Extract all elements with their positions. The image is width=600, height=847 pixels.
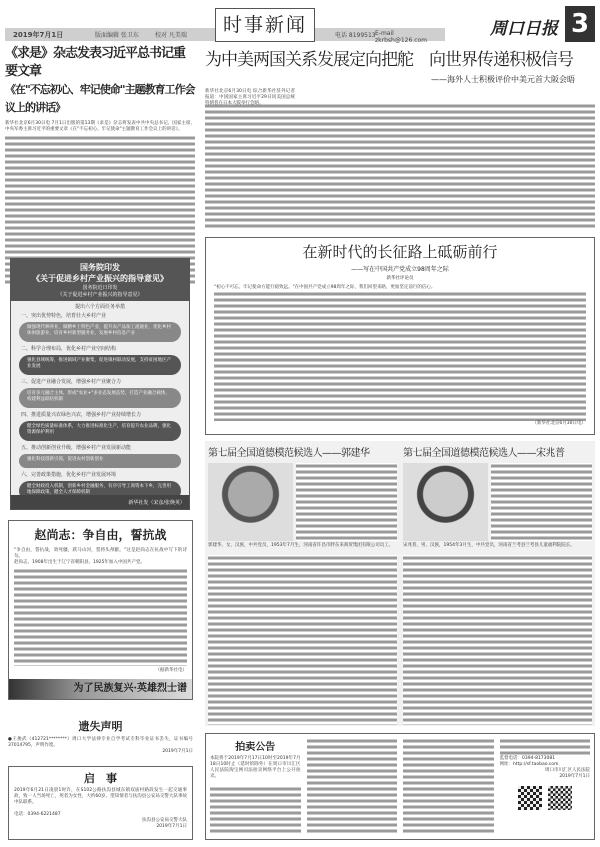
infographic-header xyxy=(11,259,189,301)
article-body: 新华社北京6月30日电 7月1日出版的第13期《求是》杂志将发表中共中央总书记、国家主席、中央军委主席习近平的重要文章《在"不忘初心、牢记使命"主题教育工作会议上的讲话》。 xyxy=(5,121,195,132)
step-body: 培育多元融合主体，形成"农业+"多业态发展态势，打造产业融合载体，构建利益联结机制 xyxy=(19,388,181,408)
text-column xyxy=(296,463,397,541)
commentary-article xyxy=(205,237,595,435)
headline: 为中美两国关系发展定向把舵 向世界传递积极信号 xyxy=(205,50,573,70)
article-body: "争自由，誓抗战，效死疆，跃马山河，誓将头颅献。"这是赵尚志在抗战中写下的诗句。 xyxy=(14,548,187,559)
step-heading: 三、促进产业融合发展，增强乡村产业聚合力 xyxy=(21,379,122,385)
qr-code-icon xyxy=(548,786,572,810)
text-column xyxy=(14,568,187,666)
text-column xyxy=(210,786,301,834)
section-title: 时事新闻 xyxy=(215,8,315,42)
notice-title: 拍卖公告 xyxy=(235,742,276,753)
title-2: 《关于促进乡村产业振兴的指导意见》 xyxy=(32,274,168,283)
court-name: 周口市川汇区人民法院 xyxy=(545,768,590,773)
subheadline: ——写在中国共产党成立98周年之际 xyxy=(351,266,449,273)
notice-title: 遗失声明 xyxy=(78,720,123,733)
article-body: "初心不可忘，牢记使命方能行稳致远。"在中国共产党成立98周年之际，我们回望来路，更加坚定前行的信心。 xyxy=(214,285,436,290)
banner-image: 为了民族复兴·英雄烈士谱 xyxy=(9,679,192,699)
headline: 《求是》杂志发表习近平总书记重要文章 xyxy=(5,46,186,79)
lost-notice xyxy=(8,718,193,755)
website: 网址：http://sf.taobao.com xyxy=(499,762,559,767)
text-column xyxy=(500,738,591,756)
model-article xyxy=(403,444,592,723)
rural-industry-infographic xyxy=(10,258,190,510)
contact-phone: 监督电话：0394-8173081 xyxy=(499,756,556,761)
step-heading: 二、科学合理布局，优化乡村产业空间结构 xyxy=(21,346,117,352)
email: E-mail zkrbsh@126.com xyxy=(375,30,428,44)
lead-main-article xyxy=(205,45,595,228)
contact: 电话 8199513 xyxy=(335,32,376,39)
intro: 提出六个方面任务举措 xyxy=(74,304,125,310)
public-notice xyxy=(8,766,193,840)
notice-org: 扶沟县公安局交警大队 xyxy=(142,818,187,823)
text-column xyxy=(208,555,397,725)
step-body: 健全财政投入机制，创新乡村金融服务，有序引导工商资本下乡，完善用地保障政策，健全人才保障机制 xyxy=(19,481,181,501)
issue-date: 2019年7月1日 xyxy=(13,31,64,39)
credit: （据新华社电） xyxy=(155,668,187,673)
text-column xyxy=(214,291,586,421)
headline-2: 《在"不忘初心、牢记使命"主题教育工作会议上的讲话》 xyxy=(5,83,195,114)
author: 新华社评论员 xyxy=(386,276,414,281)
moral-models xyxy=(205,441,595,726)
editor: 版面编辑 张卫东 xyxy=(95,32,139,39)
proof: 校对 凡美瑞 xyxy=(155,32,187,39)
step-body: 做强现代种养业，做精乡土特色产业，提升农产品加工流通业，优化乡村休闲旅游业，培育乡村新型服务业，发展乡村信息产业 xyxy=(19,322,181,342)
subheadline: ——海外人士积极评价中美元首大阪会晤 xyxy=(431,75,575,84)
portrait-photo xyxy=(208,463,293,541)
page-number: 3 xyxy=(565,6,595,42)
text-column xyxy=(307,738,398,835)
step-heading: 一、突出优势特色，培育壮大乡村产业 xyxy=(21,313,107,319)
credit: （新华社北京6月30日电） xyxy=(532,421,586,426)
headline: 在新时代的长征路上砥砺前行 xyxy=(302,243,498,261)
source-2: 《关于促进乡村产业振兴的指导意见》 xyxy=(57,292,143,298)
hero-article xyxy=(8,520,193,700)
notice-phone: 电话：0394-6221487 xyxy=(14,812,61,817)
step-heading: 五、推动创新创业升级，增强乡村产业发展新动能 xyxy=(21,445,132,451)
notice-body: 本院将于2019年7月17日10时至2019年7月18日10时止（延时的除外）在周口市川汇区人民法院淘宝网司法拍卖网络平台上公开拍卖。 xyxy=(210,756,301,779)
step-body: 强化县域统筹，推进镇域产业聚集，促进镇村联动发展，支持贫困地区产业发展 xyxy=(19,355,181,375)
text-column xyxy=(403,738,494,835)
auction-notice xyxy=(205,733,595,840)
notice-date: 2019年7月1日 xyxy=(156,824,187,829)
text-column xyxy=(491,463,592,541)
article-body: 宋兆普，男，汉族，1954年3月生，中共党员，河南省兰考县兰考县儿童福利院院长。 xyxy=(403,543,575,548)
article-body: 郭建华，女，汉族，中共党员，1953年7月生，河南省许昌市胖东来商贸集团有限公司员工。 xyxy=(208,543,394,548)
source: 国务院近日印发 xyxy=(82,285,118,291)
text-column xyxy=(403,555,592,725)
model-article xyxy=(208,444,397,723)
title: 国务院印发 xyxy=(80,263,120,272)
notice-body: 2019年6月21日凌晨1时许，在S102公路扶沟县城东镇双庙村路段发生一起交通事故，致一人当场死亡，死者为女性，大约60岁。望知情者与扶沟县公安局交警大队事故中队联系。 xyxy=(14,788,187,805)
step-heading: 四、推进质量兴农绿色兴农，增强乡村产业持续增长力 xyxy=(21,412,142,418)
step-body: 健全绿色质量标准体系，大力推进标准化生产，培育提升农业品牌，强化资源保护利用 xyxy=(19,421,181,441)
headline: 赵尚志：争自由，誓抗战 xyxy=(34,528,167,542)
notice-title: 启 事 xyxy=(84,772,117,785)
paper-logo: 周口日报 xyxy=(490,19,558,39)
notice-date: 2019年7月1日 xyxy=(559,774,590,779)
qr-code-icon xyxy=(518,786,542,810)
lead-left-article xyxy=(5,45,195,285)
article-body: 新华社北京6月30日电 综合新华社驻外记者报道：中国国家主席习近平29日同美国总统特朗普在日本大阪举行会晤。 xyxy=(205,89,295,106)
notice-body: ●王俊武（412721********）周口大学法律专业自学考试专科毕业证书丢失，证书编号 37014795，声明作废。 xyxy=(8,737,193,748)
text-column xyxy=(205,103,595,228)
article-body-2: 赵尚志，1908年出生于辽宁省朝阳县。1925年加入中国共产党。 xyxy=(14,560,145,565)
headline: 第七届全国道德模范候选人——宋兆普 xyxy=(403,448,565,459)
notice-date: 2019年7月1日 xyxy=(162,749,193,754)
credit: 新华社发（宋彦/张焕英） xyxy=(11,495,189,509)
step-heading: 六、完善政策措施，优化乡村产业发展环境 xyxy=(21,472,117,478)
portrait-photo xyxy=(403,463,488,541)
step-body: 强化科技创新引领，促进农村创新创业 xyxy=(19,454,181,468)
headline: 第七届全国道德模范候选人——郭建华 xyxy=(208,448,370,459)
